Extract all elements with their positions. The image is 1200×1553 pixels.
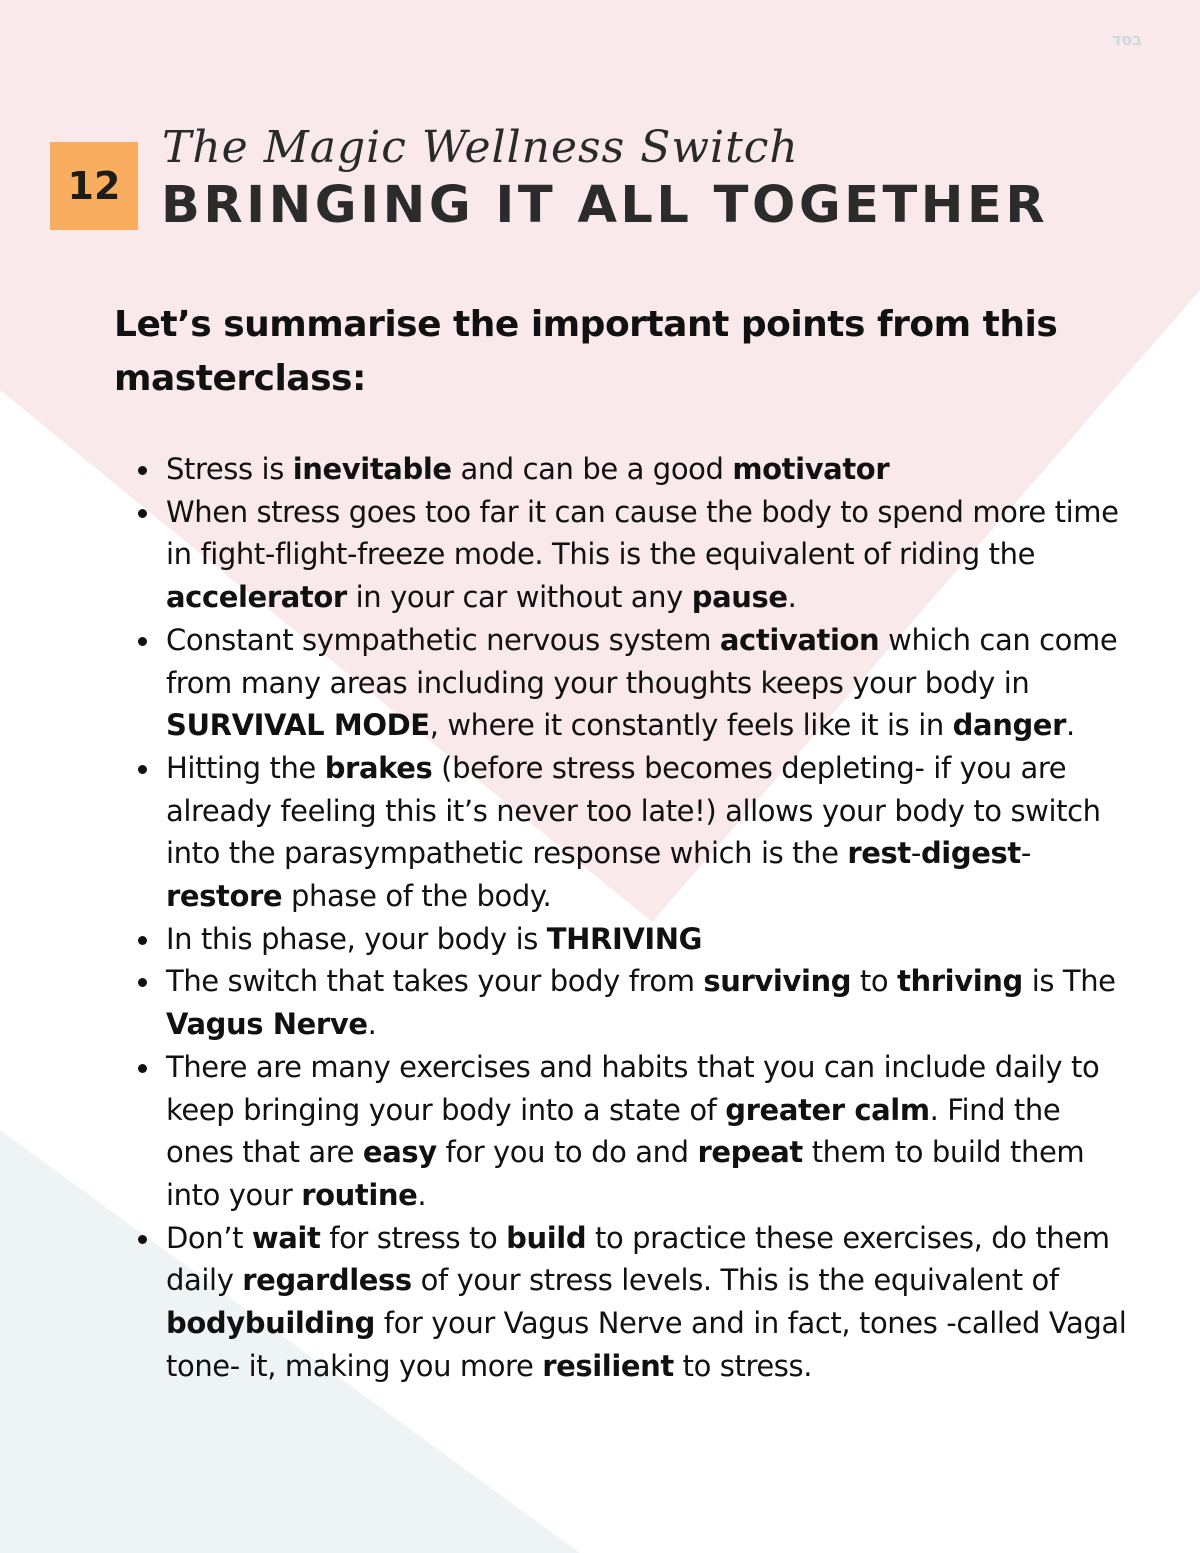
body-text: . Find the ones that are bbox=[166, 1092, 1061, 1170]
emphasis-text: restore bbox=[166, 879, 283, 914]
body-text: for stress to bbox=[320, 1220, 507, 1255]
emphasis-text: accelerator bbox=[166, 580, 347, 615]
emphasis-text: regardless bbox=[242, 1263, 412, 1298]
summary-list bbox=[166, 448, 1136, 1387]
body-text: Hitting the bbox=[166, 750, 325, 785]
body-text: to bbox=[851, 964, 898, 999]
section-number-badge: 12 bbox=[50, 142, 138, 230]
body-text: is The bbox=[1022, 964, 1116, 999]
emphasis-text: repeat bbox=[697, 1135, 803, 1170]
emphasis-text: SURVIVAL MODE bbox=[166, 708, 430, 743]
body-text: , where it constantly feels like it is in bbox=[429, 708, 953, 743]
emphasis-text: Vagus Nerve bbox=[166, 1007, 368, 1042]
emphasis-text: routine bbox=[301, 1177, 418, 1212]
body-text: phase of the body. bbox=[282, 879, 552, 914]
list-item bbox=[166, 960, 1136, 1045]
body-text: . bbox=[417, 1177, 427, 1212]
emphasis-text: easy bbox=[362, 1135, 437, 1170]
body-text: The switch that takes your body from bbox=[166, 964, 704, 999]
list-item bbox=[166, 1217, 1136, 1388]
body-text: to practice these exercises, do them daily bbox=[166, 1220, 1110, 1298]
body-text: which can come from many areas including your thoughts keeps your body in bbox=[166, 622, 1118, 700]
emphasis-text: activation bbox=[719, 622, 880, 657]
body-text: - bbox=[1020, 836, 1031, 871]
body-text: - bbox=[910, 836, 921, 871]
body-text: them to build them into your bbox=[166, 1135, 1085, 1212]
body-text: . bbox=[367, 1007, 377, 1042]
body-text: to stress. bbox=[673, 1348, 813, 1383]
list-item bbox=[166, 1046, 1136, 1217]
emphasis-text: bodybuilding bbox=[166, 1306, 375, 1341]
list-item bbox=[166, 491, 1136, 619]
emphasis-text: resilient bbox=[542, 1348, 674, 1383]
body-text: Stress is bbox=[166, 452, 293, 486]
emphasis-text: surviving bbox=[703, 964, 852, 999]
list-item bbox=[166, 619, 1136, 747]
body-text: and can be a good bbox=[451, 452, 733, 486]
body-text: of your stress levels. This is the equivalent of bbox=[411, 1263, 1059, 1298]
list-item bbox=[166, 448, 1136, 491]
page-title: BRINGING IT ALL TOGETHER bbox=[161, 176, 1049, 235]
emphasis-text: build bbox=[506, 1220, 587, 1255]
body-text: There are many exercises and habits that you can include daily to keep bringing your body into a state of bbox=[166, 1049, 1100, 1127]
body-text: (before stress becomes depleting- if you are already feeling this it’s never too late!) allows your body to switch into the parasympathetic response which is the bbox=[166, 750, 1101, 871]
emphasis-text: greater calm bbox=[725, 1092, 930, 1127]
emphasis-text: inevitable bbox=[292, 452, 452, 486]
emphasis-text: thriving bbox=[897, 964, 1023, 999]
script-title: The Magic Wellness Switch bbox=[162, 122, 799, 173]
emphasis-text: pause bbox=[691, 580, 788, 615]
body-text: for you to do and bbox=[436, 1135, 698, 1170]
corner-mark: בסד bbox=[1111, 30, 1142, 49]
emphasis-text: brakes bbox=[324, 750, 433, 785]
emphasis-text: rest bbox=[847, 836, 911, 871]
emphasis-text: wait bbox=[251, 1220, 321, 1255]
intro-heading: Let’s summarise the important points from this masterclass: bbox=[114, 304, 1058, 399]
list-item bbox=[166, 918, 1136, 961]
body-text: Constant sympathetic nervous system bbox=[166, 622, 720, 657]
body-text: In this phase, your body is bbox=[166, 921, 547, 956]
body-text: When stress goes too far it can cause the body to spend more time in fight-flight-freeze mode. This is the equivalent of riding the bbox=[166, 494, 1119, 572]
emphasis-text: motivator bbox=[732, 452, 890, 486]
body-text: Don’t bbox=[166, 1220, 252, 1255]
emphasis-text: danger bbox=[952, 708, 1066, 743]
body-text: . bbox=[1065, 708, 1075, 743]
body-text: in your car without any bbox=[346, 580, 692, 615]
emphasis-text: digest bbox=[920, 836, 1021, 871]
body-text: for your Vagus Nerve and in fact, tones -called Vagal tone- it, making you more bbox=[166, 1306, 1127, 1383]
body-text: . bbox=[787, 580, 797, 615]
list-item bbox=[166, 747, 1136, 918]
emphasis-text: THRIVING bbox=[546, 921, 703, 956]
